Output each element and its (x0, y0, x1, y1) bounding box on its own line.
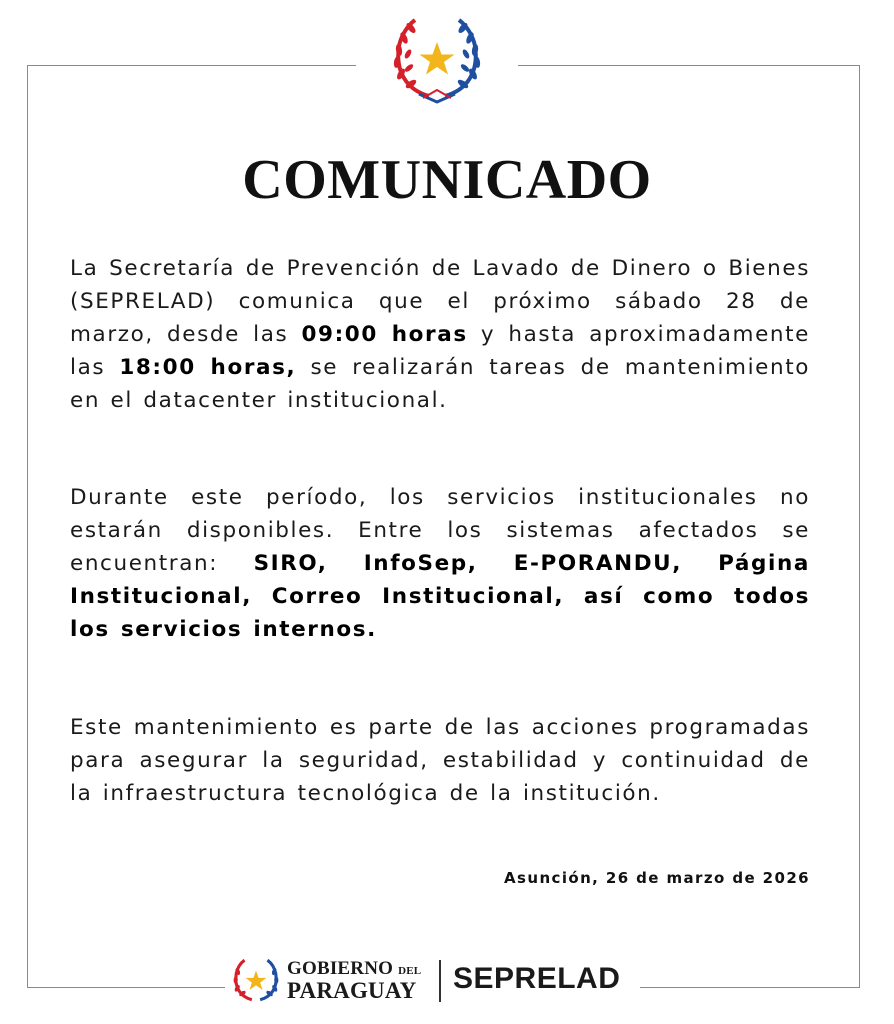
time-end: 18:00 horas, (119, 355, 297, 380)
page-title: COMUNICADO (242, 149, 652, 211)
text-run: se realizarán tareas de mantenimiento en el datacenter institucional. (70, 355, 810, 413)
paragraph-1 (70, 252, 810, 417)
date-line: Asunción, 26 de marzo de 2026 (504, 869, 810, 887)
text-run: Durante este período, los servicios institucionales no estarán disponibles. Entre los sistemas afectados se encuentran: (70, 485, 810, 576)
paraguay-word: PARAGUAY (287, 978, 417, 1003)
gobierno-word: GOBIERNO (287, 958, 394, 979)
text-run: La Secretaría de Prevención de Lavado de Dinero o Bienes (SEPRELAD) comunica que el próximo sábado 28 de marzo, desde las (70, 256, 810, 347)
paragraph-2 (70, 481, 810, 646)
del-word: DEL (398, 965, 422, 977)
paraguay-emblem-icon (231, 958, 281, 1004)
time-start: 09:00 horas (301, 322, 468, 347)
affected-systems: SIRO, InfoSep, E-PORANDU, Página Institucional, Correo Institucional, así como todos los servicios internos. (70, 551, 810, 642)
logo-divider (439, 960, 441, 1002)
seprelad-logo-text: SEPRELAD (453, 962, 621, 995)
paragraph-3 (70, 711, 810, 810)
footer-logos (231, 956, 631, 1006)
paraguay-emblem-icon (389, 16, 485, 104)
gobierno-logo-text (287, 959, 421, 1001)
text-run: Este mantenimiento es parte de las acciones programadas para asegurar la seguridad, estabilidad y continuidad de la infraestructura tecnológica de la institución. (70, 715, 810, 806)
text-run: y hasta aproximadamente las (70, 322, 810, 380)
